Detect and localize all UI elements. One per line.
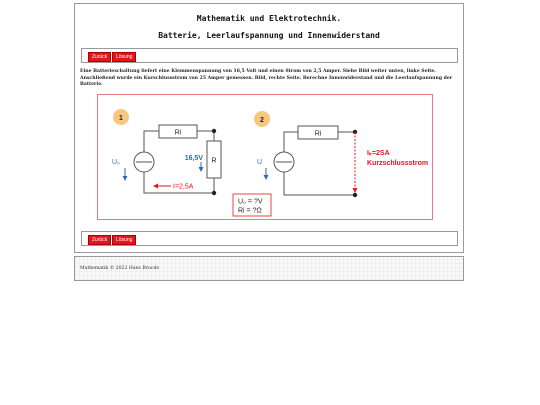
footer	[74, 256, 464, 281]
solution-button-bottom[interactable]: Lösung	[112, 235, 136, 245]
circuit-diagram	[97, 94, 433, 220]
badge-2-label: 2	[260, 117, 264, 124]
left-source-label: U₀	[112, 159, 120, 166]
page-title: Mathematik und Elektrotechnik.	[196, 14, 342, 23]
bottom-nav-bar	[81, 231, 458, 246]
question-u0: U₀ = ?V	[238, 198, 263, 206]
question-ri: Ri = ?Ω	[238, 207, 262, 215]
back-button[interactable]: Zurück	[88, 52, 111, 62]
left-voltage-label: 16,5V	[184, 155, 203, 162]
right-short-current-label: Iₖ=2SA	[367, 150, 390, 157]
task-text: Eine Batterieschaltung liefert eine Klemmenspannung von 16,5 Volt und einen Strom von 2,5 Amper. Siehe Bild weiter unten, linke Seite. Anschließend wurde ein Kurschlussstrom von 25 Amper gemessen. Bild, rechte Seite. Berechne Innenwiderstand und die Leerlaufspannung der Batterie.	[80, 69, 453, 88]
left-node-top	[212, 129, 216, 133]
right-node-bottom	[353, 193, 357, 197]
back-button-bottom[interactable]: Zurück	[88, 235, 111, 245]
left-current-label: I=2,5A	[173, 183, 194, 191]
content-frame	[74, 3, 464, 253]
question-box	[233, 194, 271, 216]
badge-1-label: 1	[119, 115, 123, 122]
left-ri-label: Ri	[174, 129, 182, 137]
left-node-bottom	[212, 191, 216, 195]
right-source-label: U	[257, 159, 263, 166]
right-short-circuit-text: Kurzschlussstrom	[367, 160, 429, 167]
right-ri-label: Ri	[314, 130, 322, 138]
footer-copyright: Mathematik © 2022 Hans Brucde	[80, 266, 160, 271]
page-subtitle: Batterie, Leerlaufspannung und Innenwiderstand	[158, 31, 380, 40]
top-nav-bar	[81, 48, 458, 63]
solution-button[interactable]: Lösung	[112, 52, 136, 62]
left-load-label: R	[211, 157, 217, 165]
